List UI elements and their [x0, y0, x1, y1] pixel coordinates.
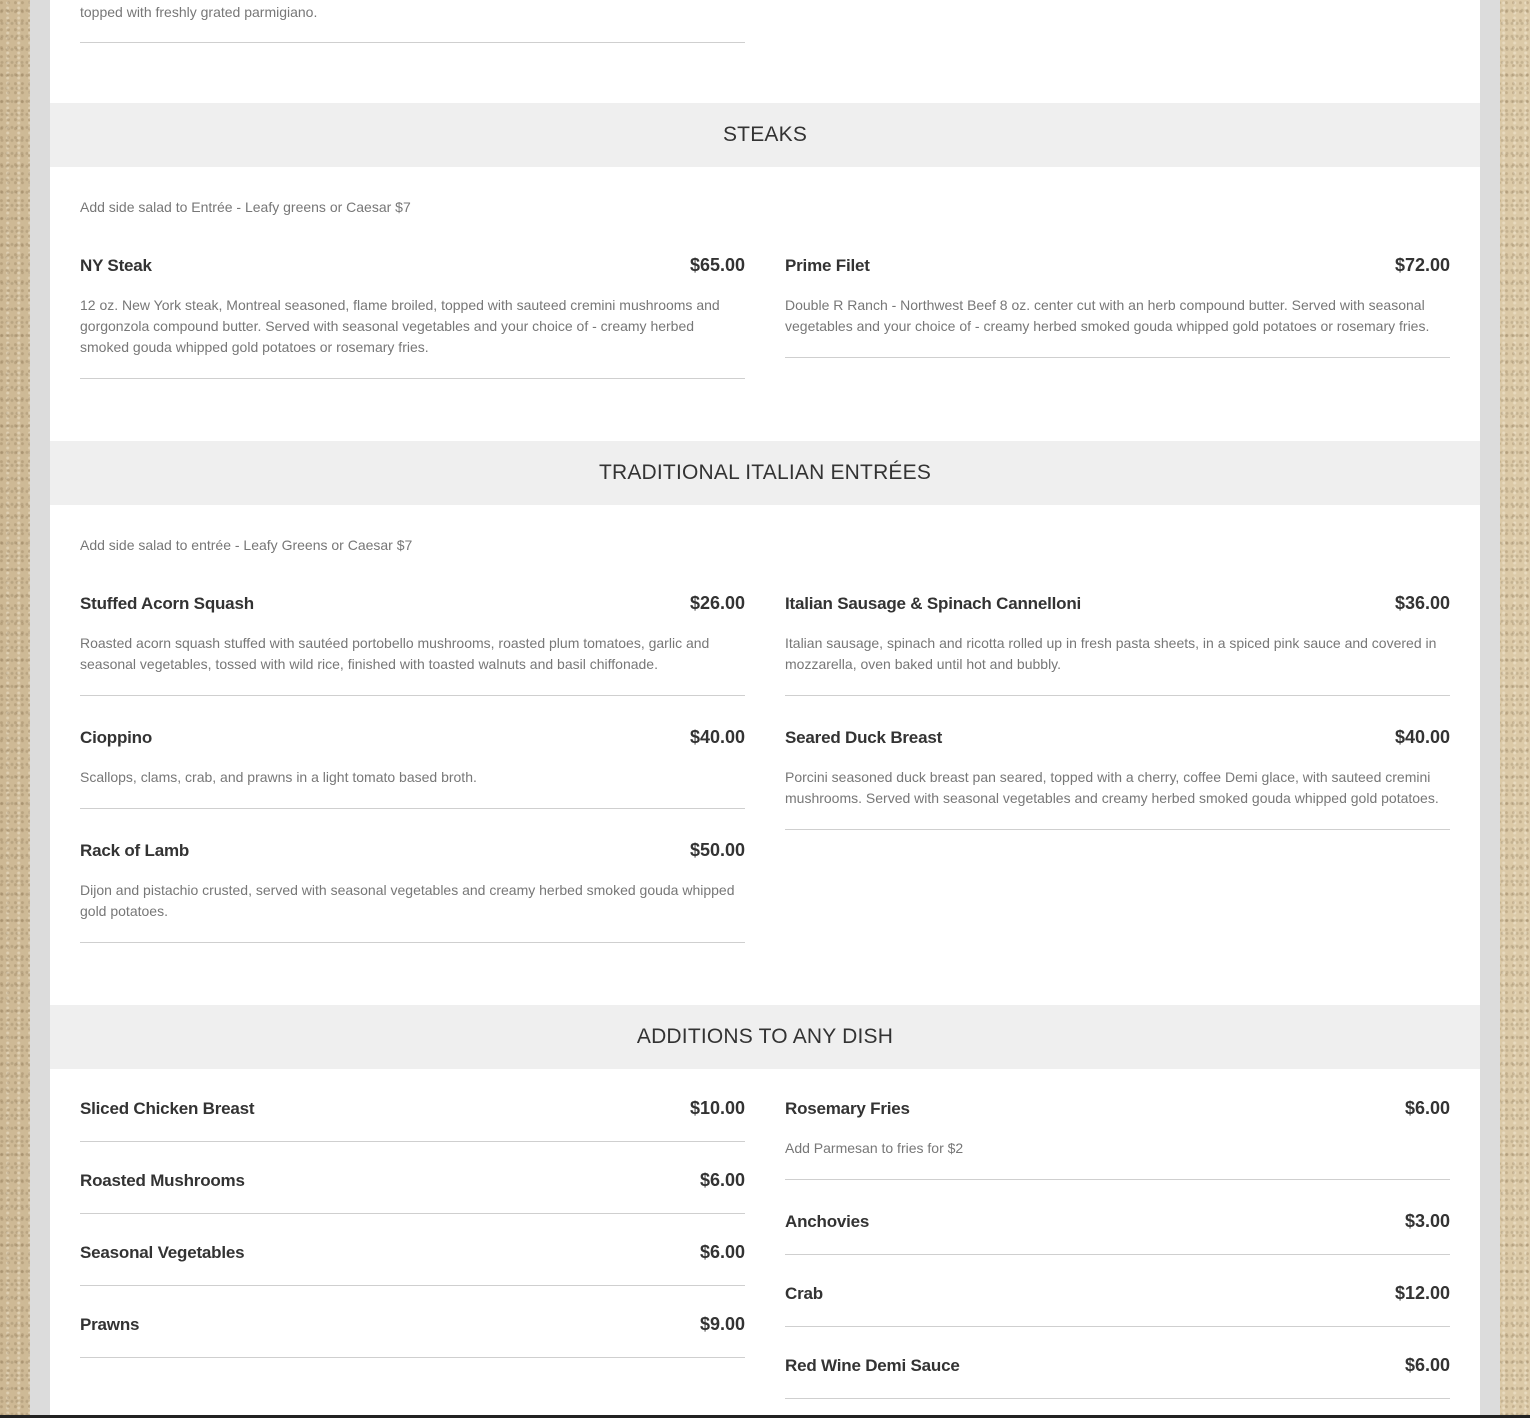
item-price: $65.00 — [689, 255, 745, 275]
item-name: Rosemary Fries — [785, 1099, 910, 1118]
item-price: $6.00 — [699, 1242, 745, 1262]
item-name: Anchovies — [785, 1212, 870, 1231]
section-title: ADDITIONS TO ANY DISH — [636, 1025, 894, 1048]
item-name: Prime Filet — [785, 256, 870, 275]
item-name: Seared Duck Breast — [785, 728, 943, 747]
item-divider — [785, 1398, 1450, 1399]
item-description: Add Parmesan to fries for $2 — [785, 1140, 964, 1156]
item-description: Roasted acorn squash stuffed with sautéed portobello mushrooms, roasted plum tomatoes, garlic and seasonal vegetables, tossed with wild rice, finished with toasted walnuts and basil chiffonade. — [80, 635, 710, 672]
section-header-italian-entrees — [50, 441, 1480, 505]
item-price: $6.00 — [1404, 1098, 1450, 1118]
item-price: $40.00 — [689, 727, 745, 747]
item-price: $26.00 — [689, 593, 745, 613]
addition-item-crab — [785, 1283, 1450, 1327]
section-note: Add side salad to entrée - Leafy Greens or Caesar $7 — [80, 537, 413, 553]
menu-item-ny-steak — [80, 255, 745, 379]
item-price: $10.00 — [689, 1098, 745, 1118]
item-divider — [80, 1213, 745, 1214]
item-price: $3.00 — [1404, 1211, 1450, 1231]
item-divider — [785, 695, 1450, 696]
addition-item-sliced-chicken-breast — [80, 1098, 745, 1142]
item-name: Red Wine Demi Sauce — [785, 1356, 960, 1375]
item-name: Roasted Mushrooms — [80, 1171, 245, 1190]
item-name: Sliced Chicken Breast — [80, 1099, 255, 1118]
item-name: Italian Sausage & Spinach Cannelloni — [785, 594, 1082, 613]
item-description: Italian sausage, spinach and ricotta rolled up in fresh pasta sheets, in a spiced pink sauce and covered in mozzarella, oven baked until hot and bubbly. — [785, 635, 1437, 672]
section-title: TRADITIONAL ITALIAN ENTRÉES — [598, 461, 932, 484]
item-price: $9.00 — [699, 1314, 745, 1334]
item-description: Porcini seasoned duck breast pan seared, topped with a cherry, coffee Demi glace, with sauteed cremini mushrooms. Served with seasonal vegetables and creamy herbed smoked gouda whipped gold potatoes. — [785, 769, 1439, 806]
item-divider — [785, 829, 1450, 830]
item-name: Rack of Lamb — [80, 841, 190, 860]
addition-item-anchovies — [785, 1211, 1450, 1255]
item-price: $72.00 — [1394, 255, 1450, 275]
item-divider — [80, 808, 745, 809]
addition-item-rosemary-fries — [785, 1098, 1450, 1180]
item-divider — [80, 378, 745, 379]
menu-item-prime-filet — [785, 255, 1450, 358]
menu-item-rack-of-lamb — [80, 840, 745, 943]
addition-item-seasonal-vegetables — [80, 1242, 745, 1286]
addition-item-red-wine-demi-sauce — [785, 1355, 1450, 1399]
item-price: $12.00 — [1394, 1283, 1450, 1303]
menu-item-stuffed-acorn-squash — [80, 593, 745, 696]
item-divider — [785, 1179, 1450, 1180]
menu-item-cioppino — [80, 727, 745, 809]
item-price: $6.00 — [1404, 1355, 1450, 1375]
item-description: topped with freshly grated parmigiano. — [80, 4, 318, 20]
item-divider — [785, 357, 1450, 358]
item-divider — [80, 1285, 745, 1286]
section-header-steaks — [50, 103, 1480, 167]
item-description: Scallops, clams, crab, and prawns in a light tomato based broth. — [80, 769, 477, 785]
item-name: NY Steak — [80, 256, 152, 275]
addition-item-roasted-mushrooms — [80, 1170, 745, 1214]
item-name: Cioppino — [80, 728, 153, 747]
item-price: $50.00 — [689, 840, 745, 860]
section-title: STEAKS — [722, 123, 808, 146]
item-description: Double R Ranch - Northwest Beef 8 oz. center cut with an herb compound butter. Served with seasonal vegetables and your choice of - creamy herbed smoked gouda whipped gold potatoes or rosemary fries. — [785, 297, 1430, 334]
item-price: $36.00 — [1394, 593, 1450, 613]
item-divider — [80, 1141, 745, 1142]
item-name: Seasonal Vegetables — [80, 1243, 245, 1262]
item-divider — [80, 695, 745, 696]
item-name: Stuffed Acorn Squash — [80, 594, 254, 613]
item-name: Prawns — [80, 1315, 140, 1334]
item-divider — [80, 42, 745, 43]
addition-item-prawns — [80, 1314, 745, 1358]
item-description: 12 oz. New York steak, Montreal seasoned, flame broiled, topped with sauteed cremini mushrooms and gorgonzola compound butter. Served with seasonal vegetables and your choice of - creamy herbed smoked gouda whipped gold potatoes or rosemary fries. — [80, 297, 720, 355]
item-price: $40.00 — [1394, 727, 1450, 747]
item-price: $6.00 — [699, 1170, 745, 1190]
item-name: Crab — [785, 1284, 823, 1303]
item-divider — [80, 1357, 745, 1358]
section-note: Add side salad to Entrée - Leafy greens or Caesar $7 — [80, 199, 411, 215]
section-header-additions — [50, 1005, 1480, 1069]
menu-item-cannelloni — [785, 593, 1450, 696]
item-divider — [80, 942, 745, 943]
item-divider — [785, 1326, 1450, 1327]
item-description: Dijon and pistachio crusted, served with seasonal vegetables and creamy herbed smoked gouda whipped gold potatoes. — [80, 882, 735, 919]
menu-item-seared-duck-breast — [785, 727, 1450, 830]
item-divider — [785, 1254, 1450, 1255]
